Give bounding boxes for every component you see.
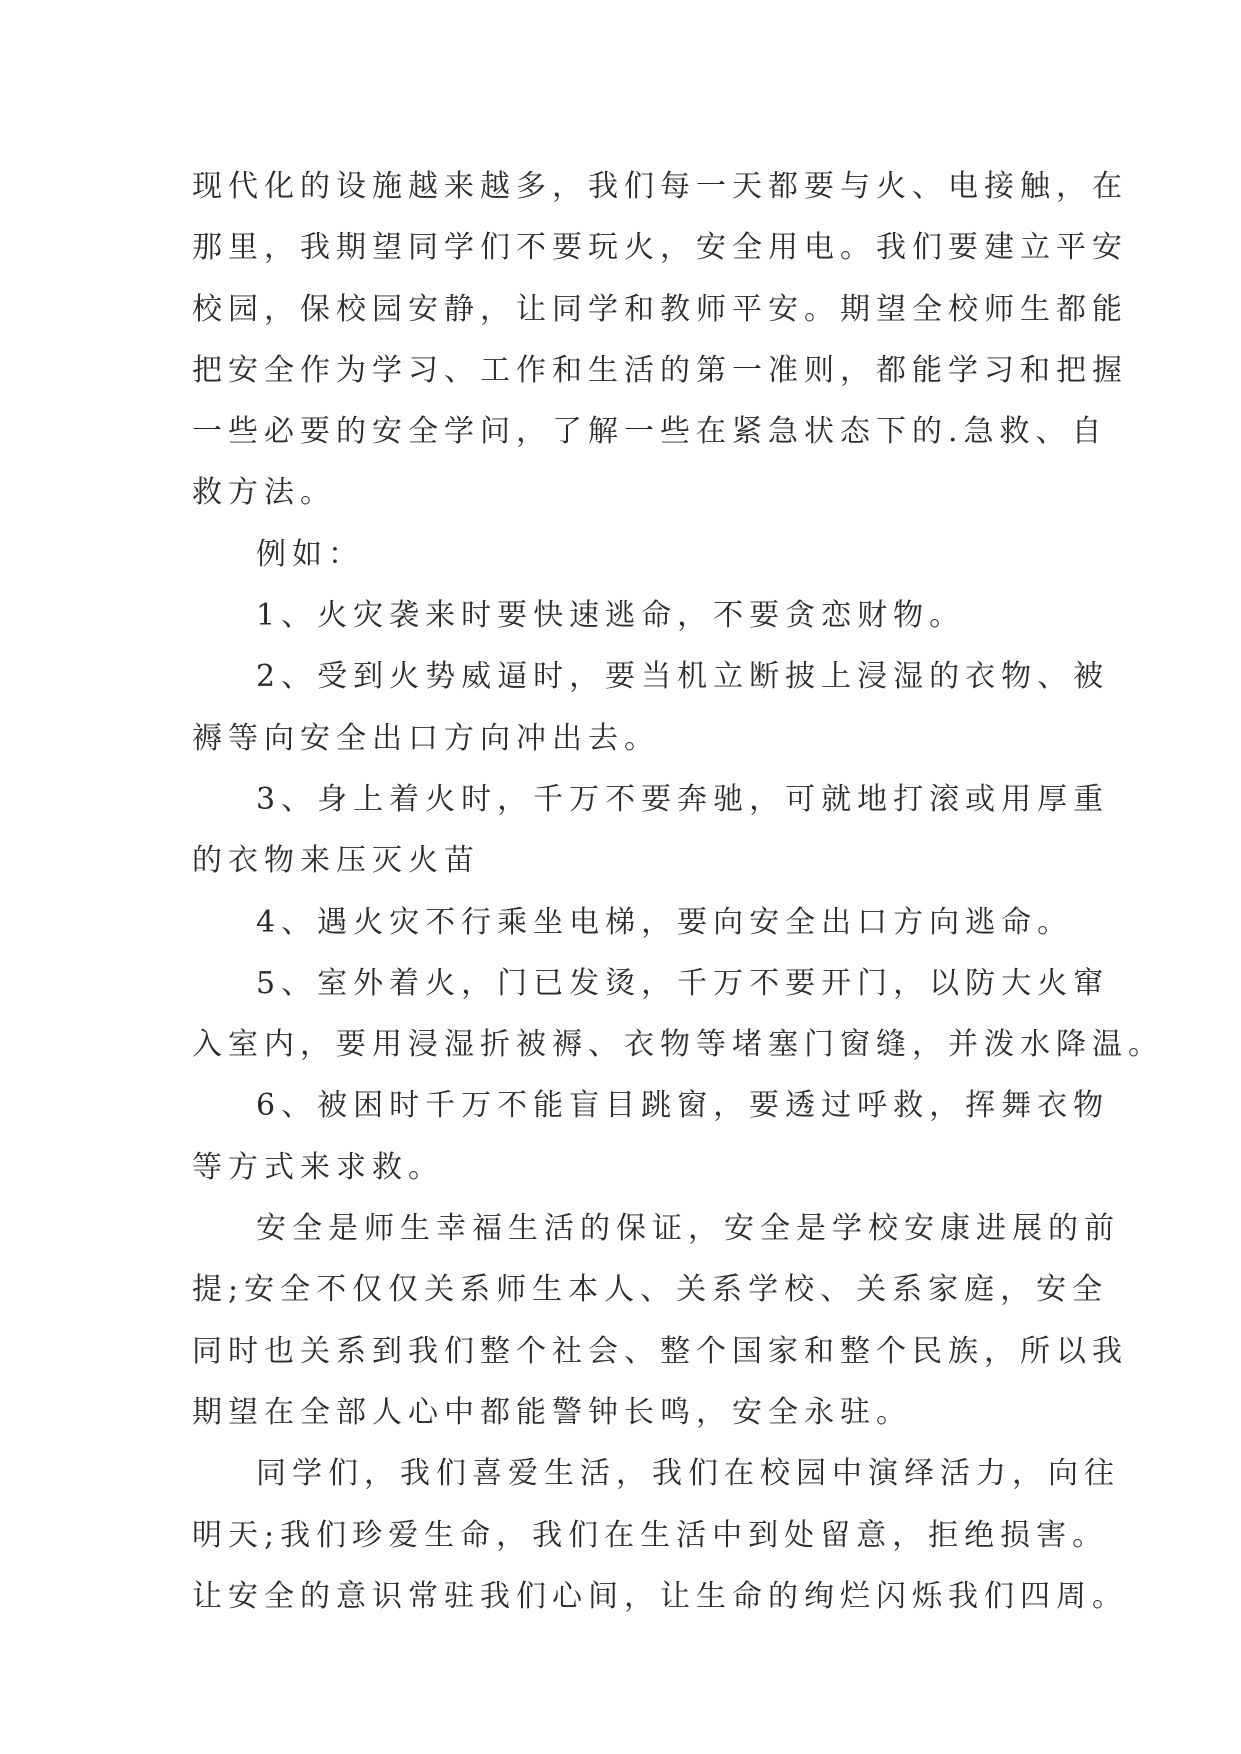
text-line: 例如： (256, 536, 364, 572)
text-line: 一些必要的安全学问，了解一些在紧急状态下的.急救、自 (192, 414, 1108, 450)
text-line: 校园，保校园安静，让同学和教师平安。期望全校师生都能 (192, 291, 1128, 327)
text-line: 2、受到火势威逼时，要当机立断披上浸湿的衣物、被 (256, 659, 1110, 695)
document-body (192, 156, 1164, 1627)
text-line: 把安全作为学习、工作和生活的第一准则，都能学习和把握 (192, 352, 1128, 388)
text-line: 等方式来求救。 (192, 1149, 444, 1185)
text-line: 明天;我们珍爱生命，我们在生活中到处留意，拒绝损害。 (192, 1517, 1109, 1553)
text-line: 那里，我期望同学们不要玩火，安全用电。我们要建立平安 (192, 230, 1128, 266)
text-line: 同时也关系到我们整个社会、整个国家和整个民族，所以我 (192, 1333, 1128, 1369)
text-line: 的衣物来压灭火苗 (192, 843, 480, 879)
text-line: 褥等向安全出口方向冲出去。 (192, 720, 660, 756)
text-line: 救方法。 (192, 475, 336, 511)
text-line: 4、遇火灾不行乘坐电梯，要向安全出口方向逃命。 (256, 904, 1074, 940)
text-line: 提;安全不仅仅关系师生本人、关系学校、关系家庭，安全 (192, 1272, 1109, 1308)
text-line: 安全是师生幸福生活的保证，安全是学校安康进展的前 (256, 1211, 1120, 1247)
text-line: 同学们，我们喜爱生活，我们在校园中演绎活力，向往 (256, 1456, 1120, 1492)
text-line: 1、火灾袭来时要快速逃命，不要贪恋财物。 (256, 598, 966, 634)
text-line: 期望在全部人心中都能警钟长鸣，安全永驻。 (192, 1394, 912, 1430)
text-line: 3、身上着火时，千万不要奔驰，可就地打滚或用厚重 (256, 781, 1110, 817)
text-line: 6、被困时千万不能盲目跳窗，要透过呼救，挥舞衣物 (256, 1088, 1110, 1124)
text-line: 让安全的意识常驻我们心间，让生命的绚烂闪烁我们四周。 (192, 1578, 1128, 1614)
text-line: 5、室外着火，门已发烫，千万不要开门，以防大火窜 (256, 965, 1110, 1001)
text-line: 入室内，要用浸湿折被褥、衣物等堵塞门窗缝，并泼水降温。 (192, 1027, 1164, 1063)
text-line: 现代化的设施越来越多，我们每一天都要与火、电接触，在 (192, 169, 1128, 204)
